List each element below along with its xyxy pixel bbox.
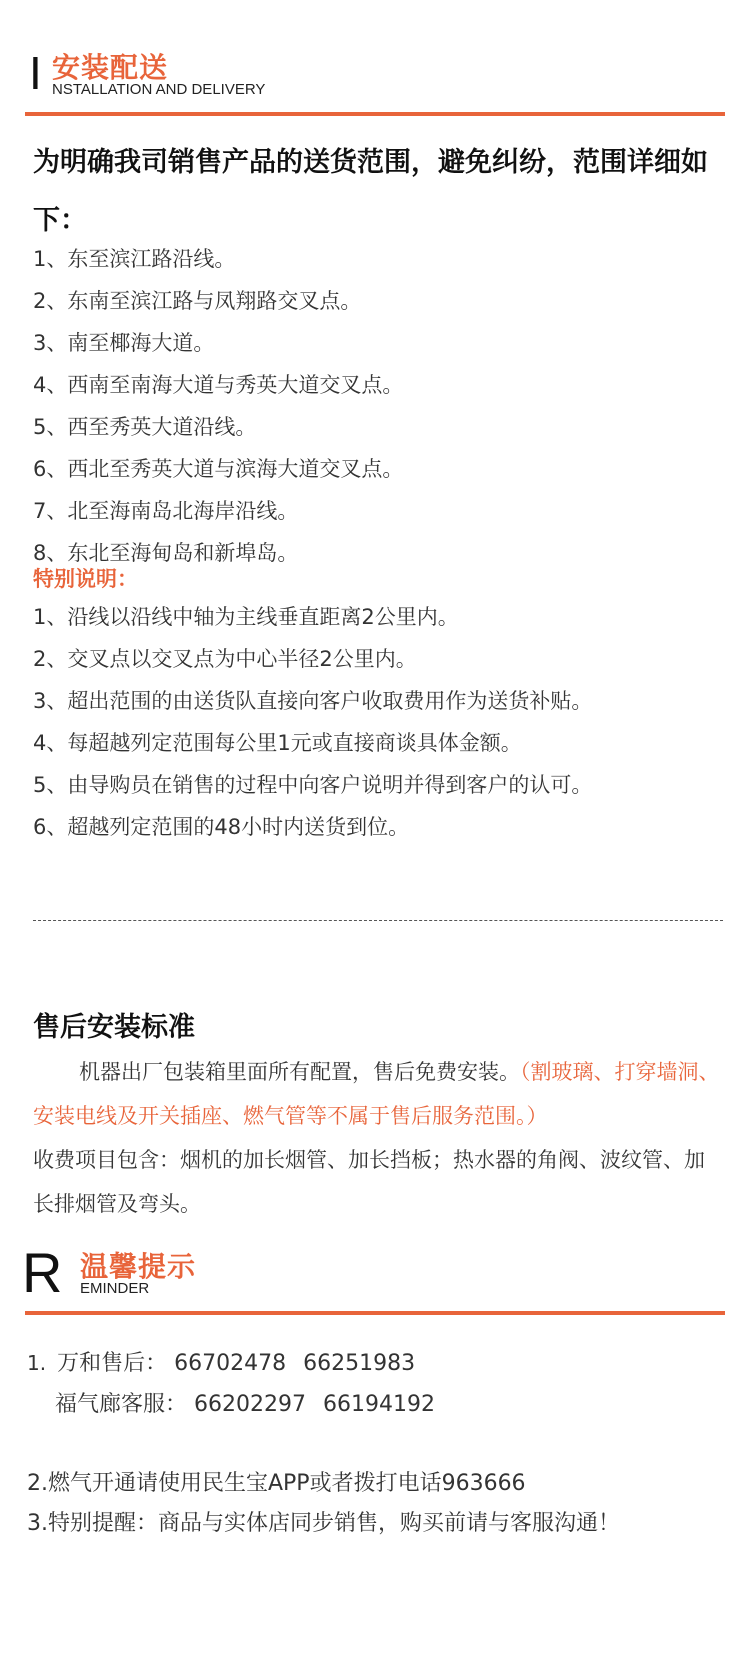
tip-1-line: [27, 1346, 415, 1377]
list-item: 7、北至海南岛北海岸沿线。: [33, 499, 299, 523]
list-item: 6、超越列定范围的48小时内送货到位。: [33, 815, 410, 839]
section-letter-r: R: [22, 1241, 63, 1304]
list-item: 3、南至椰海大道。: [33, 331, 215, 355]
aftersale-exclusions-text: （割玻璃、打穿墙洞、安装电线及开关插座、燃气管等不属于售后服务范围。）: [33, 1060, 720, 1128]
delivery-range-list: [33, 238, 403, 574]
list-item: 4、西南至南海大道与秀英大道交叉点。: [33, 373, 404, 397]
phone-number: 66202297: [194, 1392, 306, 1417]
special-notes-title: 特别说明：: [33, 567, 138, 591]
list-item: 2、交叉点以交叉点为中心半径2公里内。: [33, 647, 417, 671]
aftersale-fee-paragraph: 收费项目包含：烟机的加长烟管、加长挡板；热水器的角阀、波纹管、加长排烟管及弯头。: [33, 1148, 705, 1216]
phone-number: 66251983: [303, 1351, 416, 1376]
aftersale-title: 售后安装标准: [33, 1012, 195, 1043]
tip-1b-line: [55, 1387, 435, 1418]
aftersale-free-install-text: 机器出厂包装箱里面所有配置，售后免费安装。: [79, 1060, 520, 1084]
list-item: 6、西北至秀英大道与滨海大道交叉点。: [33, 457, 404, 481]
aftersale-paragraph: [33, 1050, 723, 1138]
tip-3-line: 3.特别提醒：商品与实体店同步销售，购买前请与客服沟通！: [27, 1511, 620, 1536]
phone-number: 66194192: [323, 1392, 435, 1417]
list-item: 5、由导购员在销售的过程中向客户说明并得到客户的认可。: [33, 773, 593, 797]
dashed-divider: [33, 920, 723, 921]
tip-2-line: 2.燃气开通请使用民生宝APP或者拨打电话963666: [27, 1471, 526, 1496]
section-subtitle-installation: NSTALLATION AND DELIVERY: [52, 81, 266, 98]
list-item: 2、东南至滨江路与凤翔路交叉点。: [33, 289, 362, 313]
tip-label-wanhe: 万和售后：: [57, 1351, 168, 1376]
section-title-installation: 安装配送: [52, 51, 169, 84]
list-item: 1、沿线以沿线中轴为主线垂直距离2公里内。: [33, 605, 459, 629]
phone-number: 66702478: [174, 1351, 287, 1376]
list-item: 5、西至秀英大道沿线。: [33, 415, 257, 439]
section-divider: [25, 112, 725, 116]
section-subtitle-reminder: EMINDER: [80, 1280, 150, 1297]
tip-number: 1.: [27, 1351, 47, 1375]
intro-heading: 为明确我司销售产品的送货范围，避免纠纷，范围详细如下：: [33, 147, 708, 236]
list-item: 4、每超越列定范围每公里1元或直接商谈具体金额。: [33, 731, 522, 755]
list-item: 3、超出范围的由送货队直接向客户收取费用作为送货补贴。: [33, 689, 593, 713]
tip-label-fuqilang: 福气廊客服：: [55, 1392, 188, 1417]
section-title-reminder: 温馨提示: [80, 1250, 197, 1283]
special-notes-list: [33, 596, 592, 848]
list-item: 1、东至滨江路沿线。: [33, 247, 236, 271]
list-item: 8、东北至海甸岛和新埠岛。: [33, 541, 299, 565]
section-letter-i: I: [29, 47, 42, 99]
section-divider: [25, 1311, 725, 1315]
